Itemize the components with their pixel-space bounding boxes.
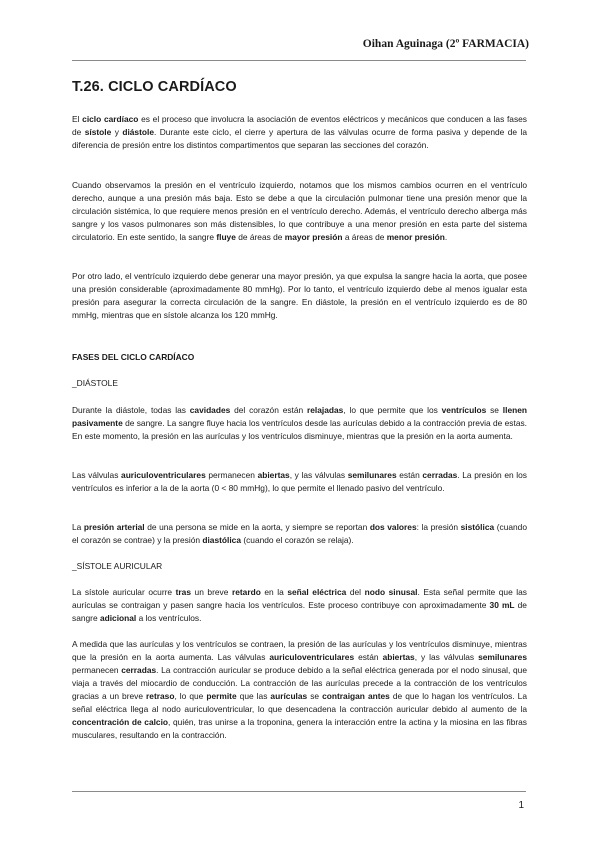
page-title: T.26. CICLO CARDÍACO (72, 79, 237, 95)
diastole-paragraph-1: Durante la diástole, todas las cavidades del corazón están relajadas, lo que permite que los ventrículos se llenen pasivamente de sangre. La sangre fluye hacia los ventrículos desde las aurículas debido a la contracción previa de estas. En este momento, la presión en las aurículas y los ventrículos disminuye, mientras que la presión en la aorta aumenta. (72, 405, 527, 441)
systole-paragraph-1: La sístole auricular ocurre tras un breve retardo en la señal eléctrica del nodo sinusal. Esta señal permite que las aurículas se contraigan y pasen sangre hacia los ventrículos. Este proceso contribuye con aproximadamente 30 mL de sangre adicional a los ventrículos. (72, 587, 527, 623)
subheading-atrial-systole: _SÍSTOLE AURICULAR (72, 561, 163, 571)
header-author: Oihan Aguinaga (2º FARMACIA) (362, 38, 529, 50)
section-heading-phases: FASES DEL CICLO CARDÍACO (72, 352, 195, 362)
subheading-diastole: _DIÁSTOLE (72, 378, 118, 388)
diastole-paragraph-2: Las válvulas auriculoventriculares permanecen abiertas, y las válvulas semilunares están cerradas. La presión en los ventrículos es inferior a la de la aorta (0 < 80 mmHg), lo que permite el llenado pasivo del ventrículo. (72, 470, 527, 493)
diastole-paragraph-3: La presión arterial de una persona se mide en la aorta, y siempre se reportan dos valores: la presión sistólica (cuando el corazón se contrae) y la presión diastólica (cuando el corazón se relaja). (72, 522, 527, 545)
page-number: 1 (518, 800, 524, 811)
intro-paragraph-3: Por otro lado, el ventrículo izquierdo debe generar una mayor presión, ya que expulsa la sangre hacia la aorta, que posee una presión considerable (aproximadamente 80 mmHg). Por lo tanto, el ventrículo izquierdo debe al menos igualar esta presión para asegurar la correcta circulación de la sangre. En diástole, la presión en el ventrículo izquierdo es de 80 mmHg, mientras que en sístole alcanza los 120 mmHg. (72, 271, 527, 320)
systole-paragraph-2: A medida que las aurículas y los ventrículos se contraen, la presión de las aurículas y los ventrículos disminuye, mientras que la presión en la aorta aumenta. Las válvulas auriculoventriculares están abiertas, y las válvulas semilunares permanecen cerradas. La contracción auricular se produce debido a la señal eléctrica generada por el nodo sinusal, que viaja a través del miocardio de conducción. La contracción de las aurículas precede a la contracción de los ventrículos gracias a un breve retraso, lo que permite que las aurículas se contraigan antes de que lo hagan los ventrículos. La señal eléctrica llega al nodo auriculoventricular, lo que desencadena la contracción auricular debido al aumento de la concentración de calcio, quién, tras unirse a la troponina, genera la interacción entre la actina y la miosina en las fibras musculares, resultando en la contracción. (72, 639, 527, 740)
header-rule (72, 60, 526, 61)
footer-rule (72, 791, 526, 792)
intro-paragraph-1: El ciclo cardíaco es el proceso que involucra la asociación de eventos eléctricos y mecánicos que conducen a las fases de sístole y diástole. Durante este ciclo, el cierre y apertura de las válvulas ocurre de forma pasiva y depende de la diferencia de presión entre los distintos compartimentos que separan las secciones del corazón. (72, 114, 527, 150)
intro-paragraph-2: Cuando observamos la presión en el ventrículo izquierdo, notamos que los mismos cambios ocurren en el ventrículo derecho, aunque a una presión más baja. Esto se debe a que la circulación pulmonar tiene una presión menor que la circulación sistémica, lo que requiere menos presión en el ventrículo derecho. Además, el ventrículo derecho alberga más sangre y los vasos pulmonares son más distensibles, lo que contribuye a una menor presión en esta parte del sistema circulatorio. En este sentido, la sangre fluye de áreas de mayor presión a áreas de menor presión. (72, 180, 527, 242)
